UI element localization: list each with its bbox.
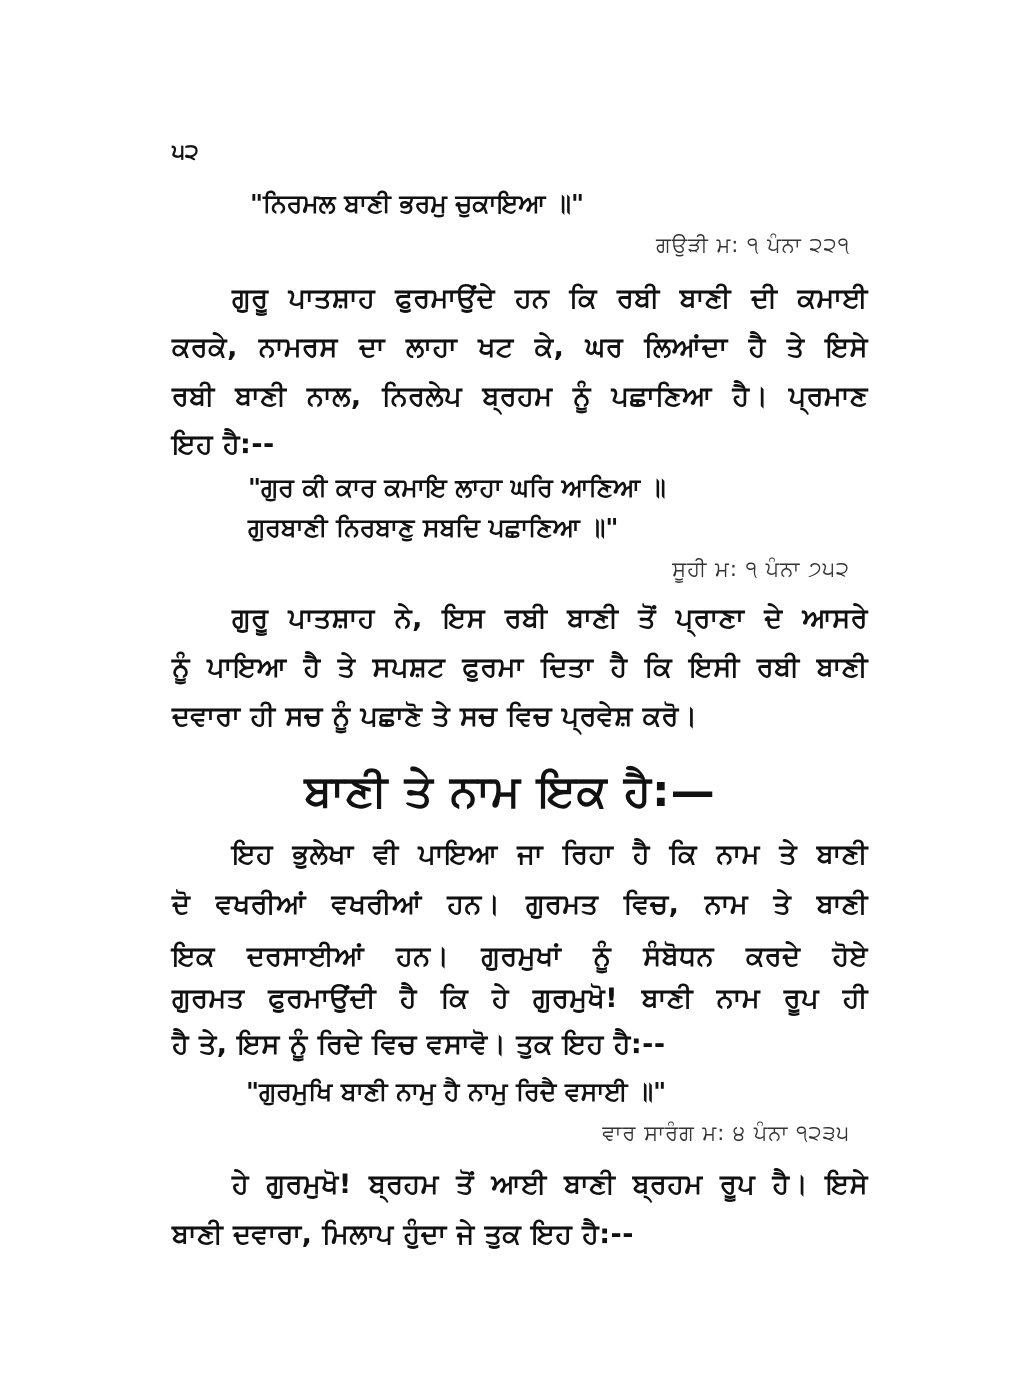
quote-2-line: "ਗੁਰ ਕੀ ਕਾਰ ਕਮਾਇ ਲਾਹਾ ਘਰਿ ਆਣਿਆ ॥ xyxy=(248,473,666,502)
paragraph-1-line: ਕਰਕੇ, ਨਾਮਰਸ ਦਾ ਲਾਹਾ ਖਟ ਕੇ, ਘਰ ਲਿਆਂਦਾ ਹੈ ਤੇ ਇਸੇ xyxy=(172,332,868,363)
paragraph-3-line: ਦੋ ਵਖਰੀਆਂ ਵਖਰੀਆਂ ਹਨ। ਗੁਰਮਤ ਵਿਚ, ਨਾਮ ਤੇ ਬਾਣੀ xyxy=(172,889,868,920)
paragraph-3-line: ਇਹ ਭੁਲੇਖਾ ਵੀ ਪਾਇਆ ਜਾ ਰਿਹਾ ਹੈ ਕਿ ਨਾਮ ਤੇ ਬਾਣੀ xyxy=(232,839,868,870)
paragraph-4-line: ਬਾਣੀ ਦਵਾਰਾ, ਮਿਲਾਪ ਹੁੰਦਾ ਜੇ ਤੁਕ ਇਹ ਹੈ:-- xyxy=(172,1219,634,1250)
section-heading: ਬਾਣੀ ਤੇ ਨਾਮ ਇਕ ਹੈ:— xyxy=(304,766,716,817)
paragraph-1-line: ਇਹ ਹੈ:-- xyxy=(172,429,275,460)
page-number: ੫੨ xyxy=(172,140,199,165)
paragraph-1-line: ਰਬੀ ਬਾਣੀ ਨਾਲ, ਨਿਰਲੇਪ ਬ੍ਰਹਮ ਨੂੰ ਪਛਾਣਿਆ ਹੈ। ਪ੍ਰਮਾਣ xyxy=(172,381,868,412)
paragraph-1-line: ਗੁਰੂ ਪਾਤਸ਼ਾਹ ਫੁਰਮਾਉਂਦੇ ਹਨ ਕਿ ਰਬੀ ਬਾਣੀ ਦੀ ਕਮਾਈ xyxy=(232,283,868,314)
paragraph-2-line: ਗੁਰੂ ਪਾਤਸ਼ਾਹ ਨੇ, ਇਸ ਰਬੀ ਬਾਣੀ ਤੋਂ ਪ੍ਰਾਣਾ ਦੇ ਆਸਰੇ xyxy=(232,603,868,634)
paragraph-2-line: ਨੂੰ ਪਾਇਆ ਹੈ ਤੇ ਸਪਸ਼ਟ ਫੁਰਮਾ ਦਿਤਾ ਹੈ ਕਿ ਇਸੀ ਰਬੀ ਬਾਣੀ xyxy=(172,652,868,683)
quote-1-text: "ਨਿਰਮਲ ਬਾਣੀ ਭਰਮੁ ਚੁਕਾਇਆ ॥" xyxy=(250,189,585,218)
paragraph-2-line: ਦਵਾਰਾ ਹੀ ਸਚ ਨੂੰ ਪਛਾਣੋ ਤੇ ਸਚ ਵਿਚ ਪ੍ਰਵੇਸ਼ ਕਰੋ। xyxy=(172,701,698,732)
paragraph-3-line: ਇਕ ਦਰਸਾਈਆਂ ਹਨ। ਗੁਰਮੁਖਾਂ ਨੂੰ ਸੰਬੋਧਨ ਕਰਦੇ ਹੋਏ xyxy=(172,941,868,972)
paragraph-3-line: ਹੈ ਤੇ, ਇਸ ਨੂੰ ਰਿਦੇ ਵਿਚ ਵਸਾਵੋ। ਤੁਕ ਇਹ ਹੈ:-- xyxy=(172,1029,666,1060)
quote-3-text: "ਗੁਰਮੁਖਿ ਬਾਣੀ ਨਾਮੁ ਹੈ ਨਾਮੁ ਰਿਦੈ ਵਸਾਈ ॥" xyxy=(246,1077,667,1106)
quote-3-reference: ਵਾਰ ਸਾਰੰਗ ਮ: ੪ ਪੰਨਾ ੧੨੩੫ xyxy=(602,1121,850,1145)
paragraph-4-line: ਹੇ ਗੁਰਮੁਖੋ! ਬ੍ਰਹਮ ਤੋਂ ਆਈ ਬਾਣੀ ਬ੍ਰਹਮ ਰੂਪ ਹੈ। ਇਸੇ xyxy=(232,1169,868,1200)
quote-2-line: ਗੁਰਬਾਣੀ ਨਿਰਬਾਣੁ ਸਬਦਿ ਪਛਾਣਿਆ ॥" xyxy=(248,513,619,542)
paragraph-3-line: ਗੁਰਮਤ ਫੁਰਮਾਉਂਦੀ ਹੈ ਕਿ ਹੇ ਗੁਰਮੁਖੋ! ਬਾਣੀ ਨਾਮ ਰੂਪ ਹੀ xyxy=(172,983,868,1014)
quote-1-reference: ਗਉੜੀ ਮ: ੧ ਪੰਨਾ ੨੨੧ xyxy=(655,233,850,257)
quote-2-reference: ਸੂਹੀ ਮ: ੧ ਪੰਨਾ ੭੫੨ xyxy=(672,557,850,581)
